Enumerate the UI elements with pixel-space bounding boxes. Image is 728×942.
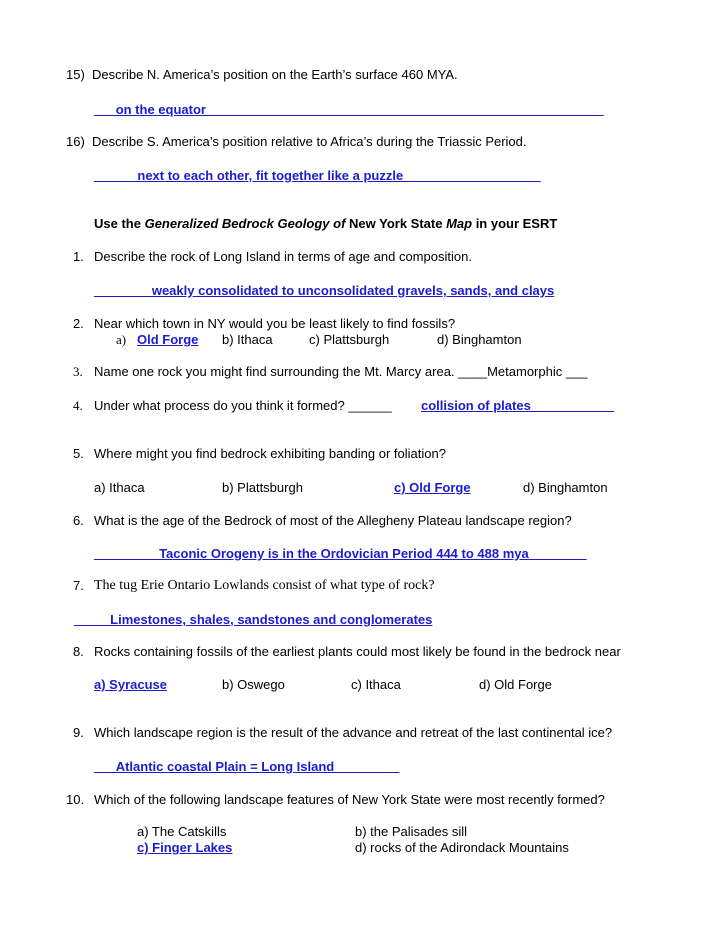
heading-italic-2: Map [446,216,473,231]
item-7-answer: _____Limestones, shales, sandstones and conglomerates [74,612,433,627]
item-2-option-a-label: a) [116,332,127,347]
item-8-number: 8. [73,644,84,659]
item-8-option-a: a) Syracuse [94,677,167,692]
item-5-option-c: c) Old Forge [394,480,471,495]
question-16-answer: ______next to each other, fit together like a puzzle___________________ [94,168,541,183]
heading-suffix: in your ESRT [472,216,558,231]
item-10-option-b: b) the Palisades sill [355,824,467,839]
item-8-option-b: b) Oswego [222,677,285,692]
item-9-number: 9. [73,725,84,740]
item-2-option-c: c) Plattsburgh [309,332,390,347]
item-5-option-d: d) Binghamton [523,480,608,495]
item-10-number: 10. [66,792,85,807]
item-4-number: 4. [73,398,83,413]
heading-italic-1: Generalized Bedrock Geology of [144,216,346,231]
item-10-option-d: d) rocks of the Adirondack Mountains [355,840,569,855]
item-4-question: Under what process do you think it formed? ______ [94,398,392,413]
question-16-label: 16) Describe S. America’s position relative to Africa’s during the Triassic Period. [66,134,527,149]
item-10-question: Which of the following landscape features of New York State were most recently formed? [94,792,605,807]
item-2-option-a: Old Forge [137,332,199,347]
item-6-answer: _________Taconic Orogeny is in the Ordovician Period 444 to 488 mya________ [94,546,587,561]
item-5-question: Where might you find bedrock exhibiting banding or foliation? [94,446,446,461]
item-8-option-d: d) Old Forge [479,677,552,692]
question-15-label: 15) Describe N. America’s position on the Earth’s surface 460 MYA. [66,67,458,82]
item-3-number: 3. [73,364,83,379]
item-5-option-b: b) Plattsburgh [222,480,303,495]
item-10-option-c: c) Finger Lakes [137,840,233,855]
item-5-option-a: a) Ithaca [94,480,145,495]
item-1-answer: ________weakly consolidated to unconsolidated gravels, sands, and clays [94,283,555,298]
section-heading [94,216,557,232]
item-10-option-a: a) The Catskills [137,824,227,839]
item-2-option-b: b) Ithaca [222,332,273,347]
item-9-question: Which landscape region is the result of the advance and retreat of the last continental ice? [94,725,613,740]
item-3-question: Name one rock you might find surrounding the Mt. Marcy area. ____Metamorphic ___ [94,364,588,379]
item-8-option-c: c) Ithaca [351,677,401,692]
item-8-question: Rocks containing fossils of the earliest plants could most likely be found in the bedrock near [94,644,621,659]
question-15-answer: ___on the equator_______________________________________________________ [94,102,604,117]
item-2-question: Near which town in NY would you be least likely to find fossils? [94,316,456,331]
heading-middle: New York State [345,216,447,231]
item-1-question: Describe the rock of Long Island in terms of age and composition. [94,249,472,264]
item-6-number: 6. [73,513,84,528]
item-9-answer: ___Atlantic coastal Plain = Long Island_________ [94,759,400,774]
item-2-number: 2. [73,316,84,331]
item-6-question: What is the age of the Bedrock of most of the Allegheny Plateau landscape region? [94,513,572,528]
heading-prefix: Use the [94,216,145,231]
item-2-option-d: d) Binghamton [437,332,522,347]
item-1-number: 1. [73,249,84,264]
item-4-answer: collision of plates ___________ [421,398,614,413]
item-5-number: 5. [73,446,84,461]
item-7-question: The tug Erie Ontario Lowlands consist of what type of rock? [94,578,435,593]
item-7-number: 7. [73,578,84,593]
